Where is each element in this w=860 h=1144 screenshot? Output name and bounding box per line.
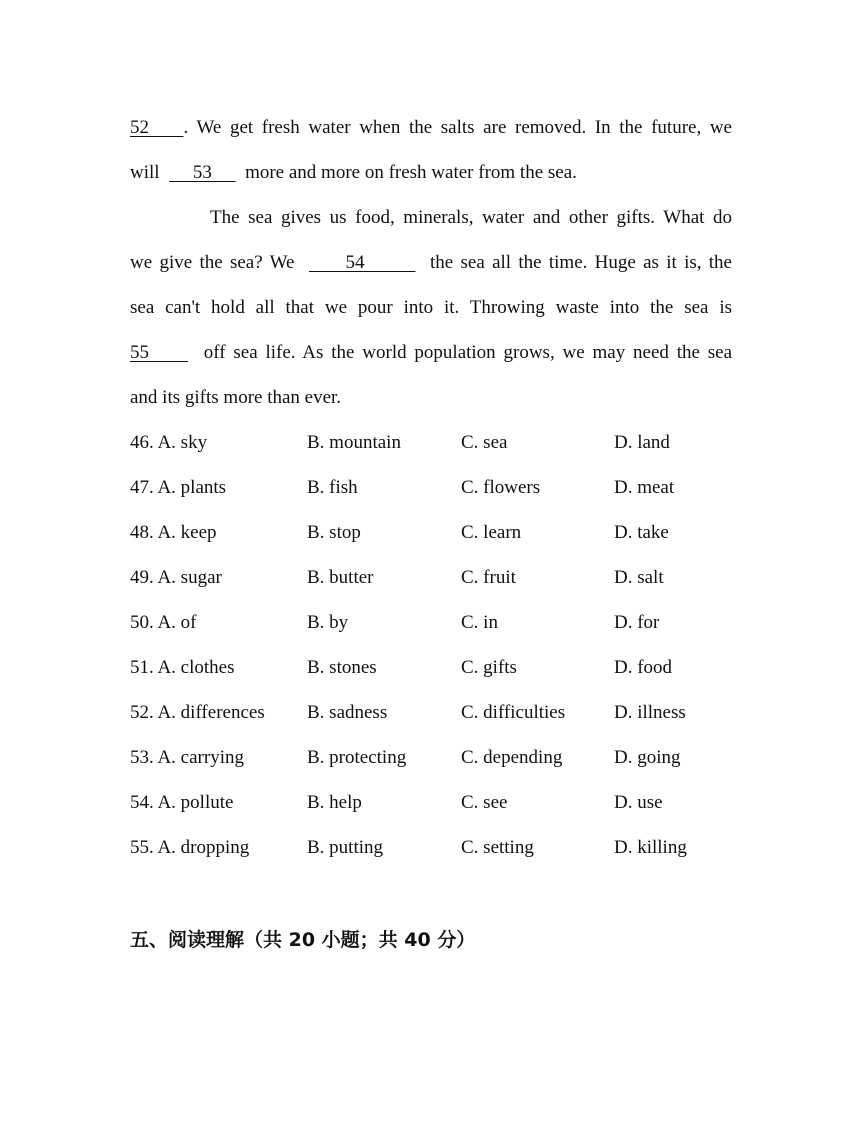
passage-line — [130, 240, 732, 285]
passage — [130, 105, 732, 420]
option-d: D. use — [614, 792, 663, 813]
passage-text: the sea all the time. Huge as it is, the — [415, 252, 732, 273]
option-a: 51. A. clothes — [130, 657, 235, 678]
option-c: C. setting — [461, 837, 534, 858]
option-c: C. depending — [461, 747, 563, 768]
option-a: 50. A. of — [130, 612, 197, 633]
option-d: D. for — [614, 612, 660, 633]
blank-52: 52 — [130, 117, 184, 138]
passage-line — [130, 105, 732, 150]
question-54 — [130, 780, 770, 825]
option-b: B. putting — [307, 837, 384, 858]
passage-text: and its gifts more than ever. — [130, 387, 342, 408]
question-50 — [130, 600, 770, 645]
option-c: C. sea — [461, 432, 508, 453]
passage-text: The sea gives us food, minerals, water and other gifts. What do — [210, 207, 732, 228]
option-d: D. illness — [614, 702, 686, 723]
option-b: B. stop — [307, 522, 361, 543]
blank-55: 55 — [130, 342, 189, 363]
option-b: B. fish — [307, 477, 358, 498]
option-c: C. gifts — [461, 657, 517, 678]
question-46 — [130, 420, 770, 465]
passage-text: . We get fresh water when the salts are removed. In the future, we — [183, 117, 732, 138]
question-55 — [130, 825, 770, 870]
passage-text: off sea life. As the world population grows, we may need the sea — [188, 342, 732, 363]
option-c: C. learn — [461, 522, 522, 543]
option-b: B. sadness — [307, 702, 388, 723]
option-a: 46. A. sky — [130, 432, 208, 453]
answer-options — [130, 420, 770, 870]
option-d: D. killing — [614, 837, 687, 858]
question-51 — [130, 645, 770, 690]
passage-text: will — [130, 162, 170, 183]
option-a: 55. A. dropping — [130, 837, 250, 858]
section-heading: 五、阅读理解（共 20 小题；共 40 分） — [130, 929, 476, 951]
passage-line — [130, 375, 732, 420]
passage-line — [130, 195, 732, 240]
question-47 — [130, 465, 770, 510]
option-a: 53. A. carrying — [130, 747, 244, 768]
option-a: 52. A. differences — [130, 702, 265, 723]
option-c: C. flowers — [461, 477, 541, 498]
passage-line — [130, 150, 732, 195]
blank-53: 53 — [169, 162, 236, 183]
passage-line — [130, 330, 732, 375]
passage-text: sea can't hold all that we pour into it. Throwing waste into the sea is — [130, 297, 732, 318]
question-49 — [130, 555, 770, 600]
option-a: 54. A. pollute — [130, 792, 234, 813]
option-b: B. mountain — [307, 432, 401, 453]
option-a: 48. A. keep — [130, 522, 217, 543]
blank-54: 54 — [309, 252, 416, 273]
option-b: B. stones — [307, 657, 377, 678]
option-b: B. butter — [307, 567, 374, 588]
option-a: 47. A. plants — [130, 477, 227, 498]
option-c: C. see — [461, 792, 508, 813]
option-c: C. fruit — [461, 567, 516, 588]
option-d: D. take — [614, 522, 669, 543]
passage-text: more and more on fresh water from the sea. — [235, 162, 577, 183]
option-d: D. food — [614, 657, 673, 678]
option-c: C. in — [461, 612, 498, 633]
question-52 — [130, 690, 770, 735]
option-d: D. land — [614, 432, 670, 453]
passage-line — [130, 285, 732, 330]
option-a: 49. A. sugar — [130, 567, 222, 588]
option-d: D. salt — [614, 567, 664, 588]
option-c: C. difficulties — [461, 702, 566, 723]
option-b: B. help — [307, 792, 362, 813]
question-53 — [130, 735, 770, 780]
option-d: D. going — [614, 747, 681, 768]
passage-text: we give the sea? We — [130, 252, 309, 273]
option-b: B. by — [307, 612, 349, 633]
option-b: B. protecting — [307, 747, 407, 768]
question-48 — [130, 510, 770, 555]
option-d: D. meat — [614, 477, 675, 498]
